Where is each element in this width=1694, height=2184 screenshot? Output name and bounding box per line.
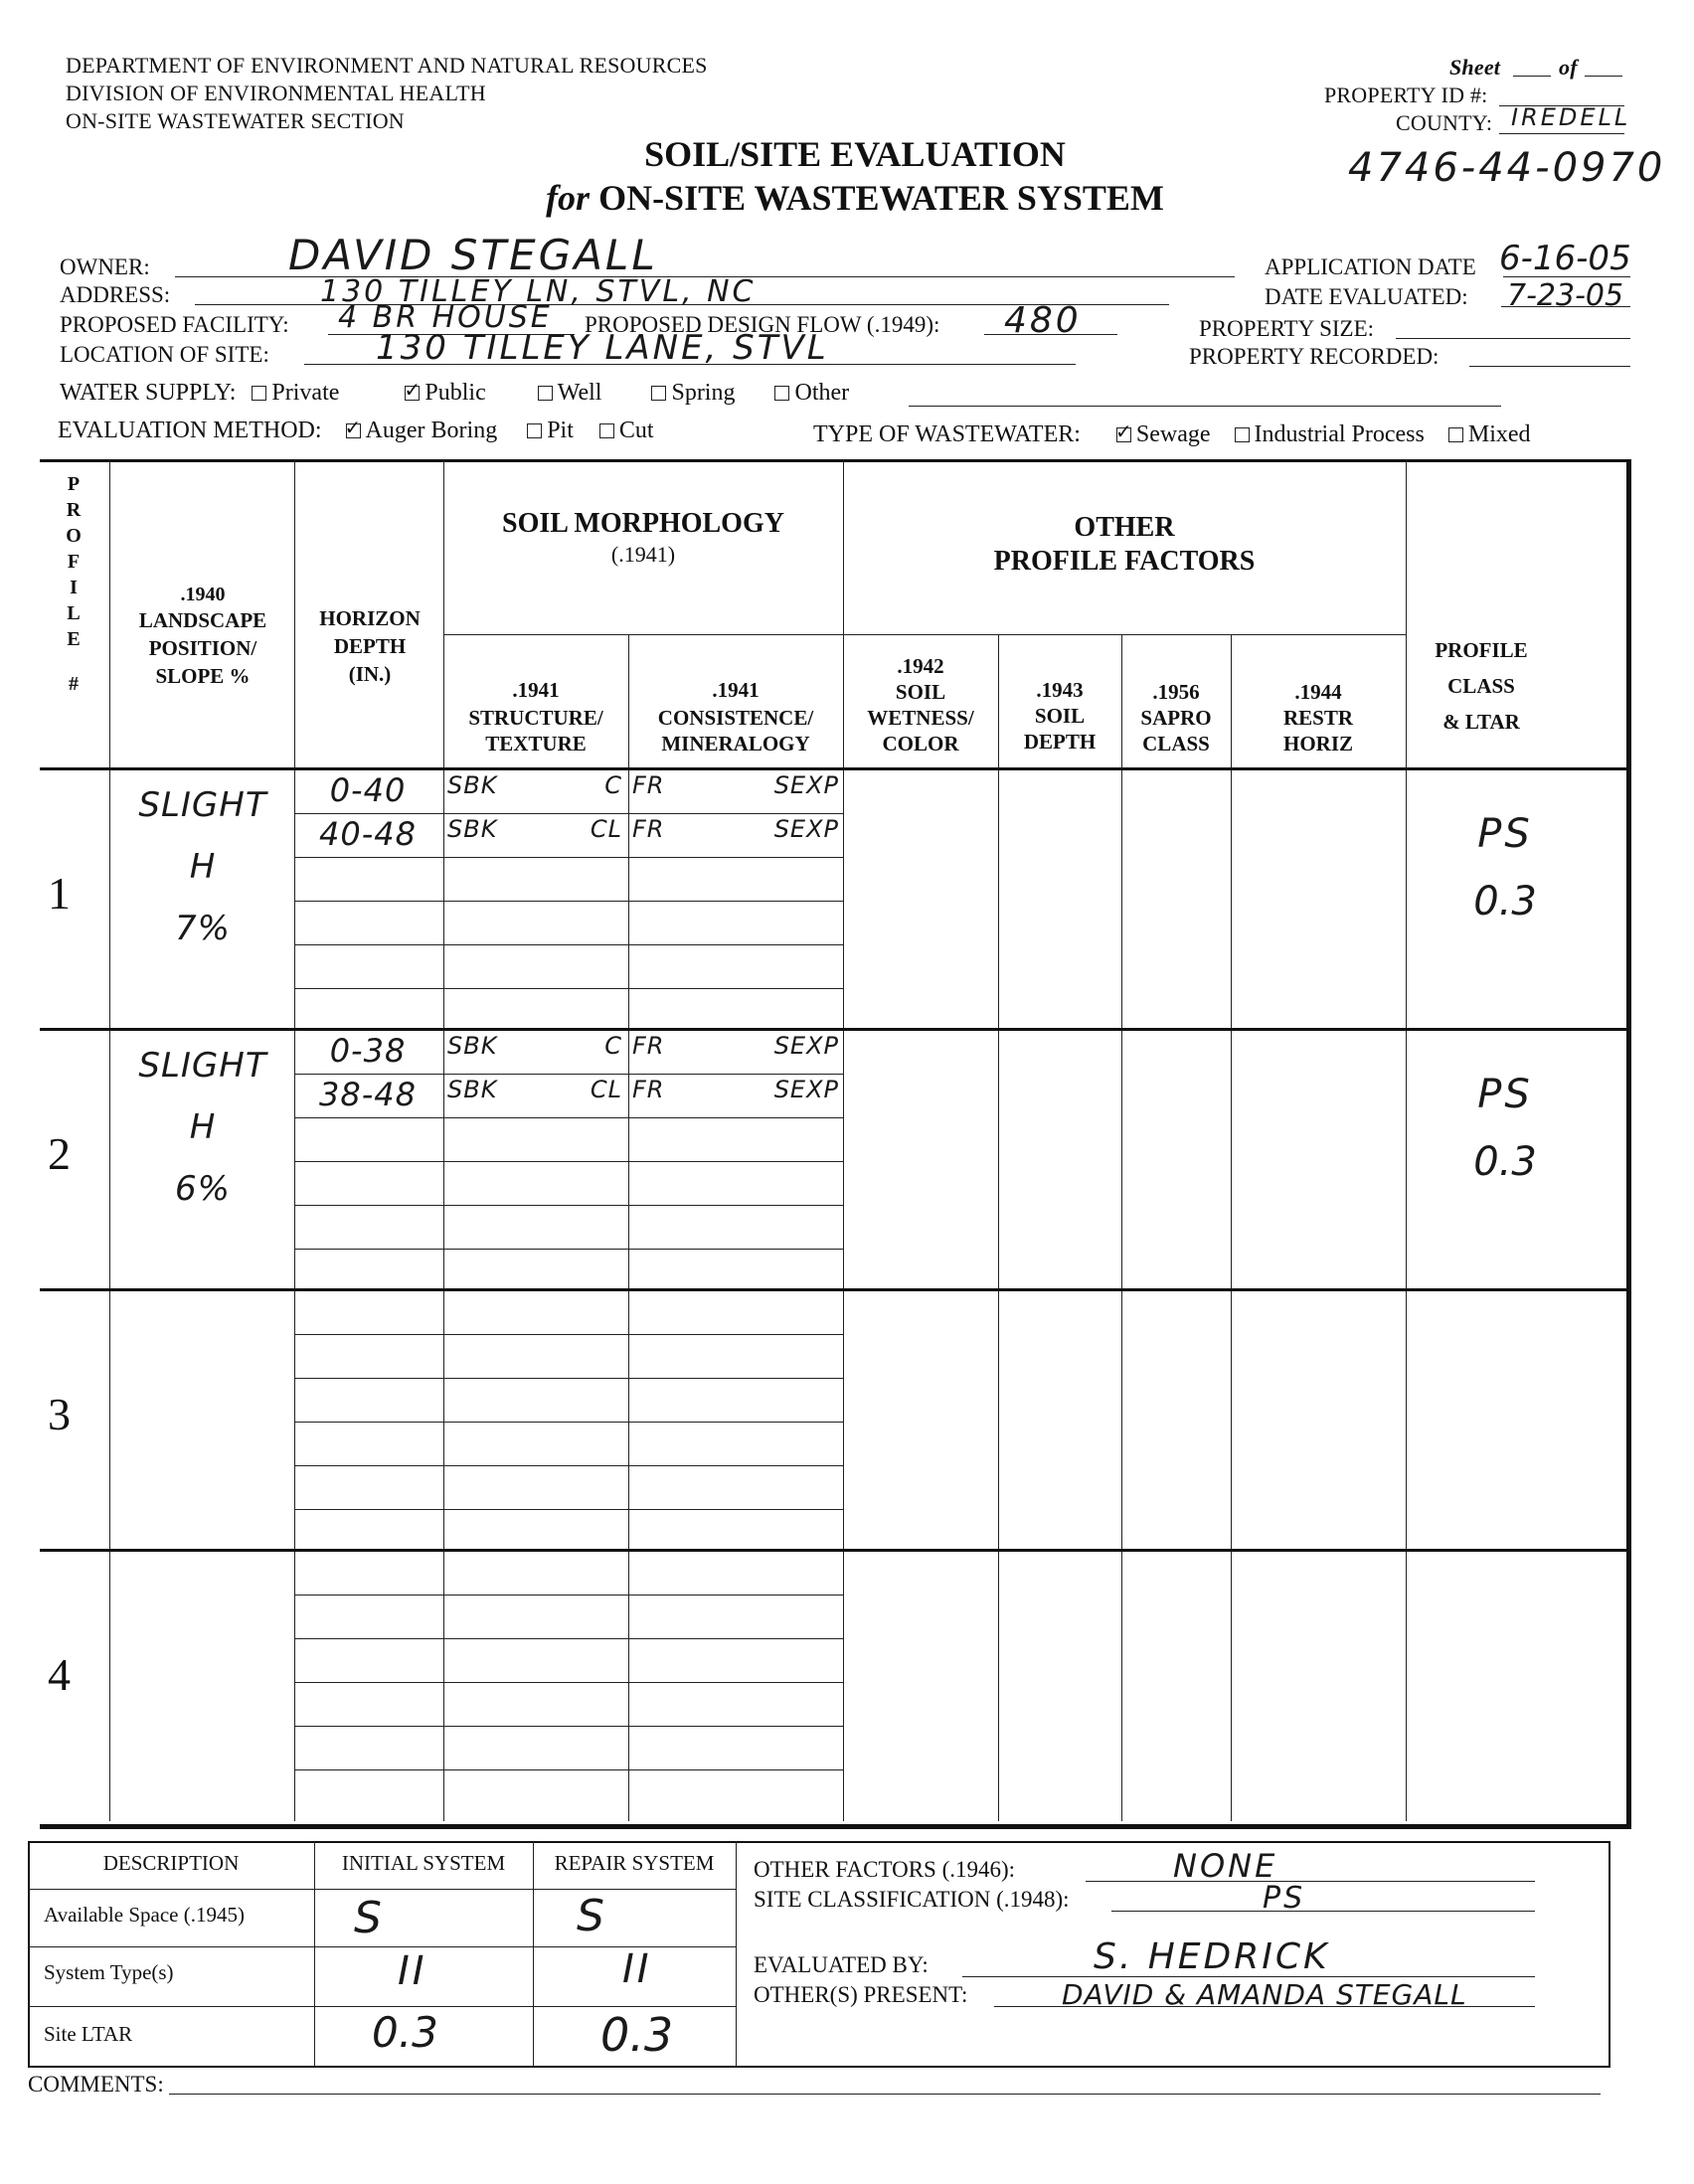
property-size-field[interactable] bbox=[1396, 338, 1630, 339]
checked-checkbox-icon[interactable] bbox=[1116, 427, 1131, 442]
comments-label: COMMENTS: bbox=[28, 2072, 164, 2097]
profile-number: 3 bbox=[48, 1389, 71, 1439]
facility-value: 4 BR HOUSE bbox=[338, 300, 553, 335]
wetness-label-3: COLOR bbox=[882, 732, 959, 756]
application-date-label: APPLICATION DATE bbox=[1265, 254, 1476, 279]
design-flow-value: 480 bbox=[1004, 300, 1082, 341]
texture-value: C bbox=[604, 771, 622, 799]
divider bbox=[294, 1509, 843, 1510]
checkbox-icon[interactable] bbox=[538, 386, 553, 401]
divider bbox=[1231, 634, 1232, 1821]
divider bbox=[294, 857, 843, 858]
landscape-label-2: POSITION/ bbox=[148, 636, 257, 660]
evaluated-by-value: S. HEDRICK bbox=[1094, 1936, 1330, 1977]
other-factors-header-2: PROFILE FACTORS bbox=[993, 546, 1256, 577]
facility-label: PROPOSED FACILITY: bbox=[60, 312, 289, 337]
divider bbox=[443, 634, 1406, 635]
soil-depth-label-1: SOIL bbox=[1034, 704, 1086, 728]
profile-class-label-2: CLASS bbox=[1447, 674, 1515, 698]
mineralogy-value: SEXP bbox=[773, 1032, 839, 1060]
profile-number: 1 bbox=[48, 868, 71, 919]
divider bbox=[294, 988, 843, 989]
divider bbox=[443, 459, 444, 1821]
consistence-value: FR bbox=[632, 1032, 665, 1060]
site-classification-label: SITE CLASSIFICATION (.1948): bbox=[754, 1887, 1070, 1912]
divider bbox=[294, 1465, 843, 1466]
of-label: of bbox=[1559, 55, 1578, 80]
available-initial-value: S bbox=[354, 1893, 385, 1943]
other-factors-label: OTHER FACTORS (.1946): bbox=[754, 1857, 1016, 1882]
application-date-value: 6-16-05 bbox=[1499, 239, 1631, 278]
others-present-value: DAVID & AMANDA STEGALL bbox=[1062, 1978, 1467, 2011]
system-initial-value: II bbox=[398, 1948, 427, 1994]
water-supply-label: WATER SUPPLY: bbox=[60, 380, 237, 406]
soil-depth-label-2: DEPTH bbox=[1023, 730, 1097, 754]
form-title: SOIL/SITE EVALUATION bbox=[644, 134, 1066, 174]
consistence-value: FR bbox=[632, 1076, 665, 1103]
method-cut-option[interactable]: Cut bbox=[599, 418, 654, 443]
divider bbox=[28, 1889, 736, 1890]
method-auger-option[interactable]: ✓ Auger Boring bbox=[346, 418, 498, 443]
ltar-initial-value: 0.3 bbox=[372, 2008, 438, 2057]
evaluated-by-label: EVALUATED BY: bbox=[754, 1952, 929, 1977]
consistence-code: .1941 bbox=[712, 678, 760, 702]
sapro-code: .1956 bbox=[1152, 680, 1200, 704]
landscape-label-3: SLOPE % bbox=[155, 664, 251, 688]
checkbox-icon[interactable] bbox=[252, 386, 266, 401]
divider bbox=[294, 1117, 843, 1118]
consistence-label-2: MINERALOGY bbox=[661, 732, 810, 756]
divider bbox=[294, 1378, 843, 1379]
water-private-option[interactable]: Private bbox=[252, 380, 339, 406]
restr-code: .1944 bbox=[1294, 680, 1342, 704]
property-size-label: PROPERTY SIZE: bbox=[1199, 316, 1375, 341]
water-well-option[interactable]: Well bbox=[538, 380, 602, 406]
divider bbox=[294, 944, 843, 945]
soil-depth-code: .1943 bbox=[1036, 678, 1084, 702]
property-recorded-label: PROPERTY RECORDED: bbox=[1189, 344, 1440, 369]
profile-ltar-value: 0.3 bbox=[1473, 879, 1537, 924]
location-label: LOCATION OF SITE: bbox=[60, 342, 269, 367]
divider bbox=[294, 1726, 843, 1727]
divider bbox=[40, 1288, 1626, 1291]
available-repair-value: S bbox=[577, 1891, 607, 1941]
owner-label: OWNER: bbox=[60, 254, 150, 279]
repair-system-header: REPAIR SYSTEM bbox=[554, 1851, 715, 1875]
form-subtitle bbox=[437, 177, 1272, 219]
divider bbox=[294, 1249, 843, 1250]
wetness-label-1: SOIL bbox=[895, 680, 946, 704]
profile-class-value: PS bbox=[1477, 1072, 1533, 1117]
wastewater-type-row bbox=[813, 421, 1531, 448]
soil-morphology-header: SOIL MORPHOLOGY bbox=[502, 508, 784, 539]
profile-vertical-label: P R O F I L E bbox=[66, 473, 82, 650]
texture-value: CL bbox=[590, 815, 622, 843]
horizon-label-3: (IN.) bbox=[348, 662, 392, 686]
evaluation-method-label: EVALUATION METHOD: bbox=[58, 418, 322, 443]
texture-value: C bbox=[604, 1032, 622, 1060]
horizon-depth-value: 38-48 bbox=[319, 1076, 417, 1113]
water-other-option[interactable]: Other bbox=[774, 380, 849, 406]
horizon-label-1: HORIZON bbox=[319, 606, 421, 630]
consistence-value: FR bbox=[632, 771, 665, 799]
structure-label-2: TEXTURE bbox=[485, 732, 587, 756]
wetness-label-2: WETNESS/ bbox=[867, 706, 974, 730]
county-label: COUNTY: bbox=[1396, 110, 1493, 135]
checkbox-icon[interactable] bbox=[527, 423, 542, 438]
title-line2: ON-SITE WASTEWATER SYSTEM bbox=[598, 178, 1164, 218]
horizon-depth-value: 0-40 bbox=[329, 771, 407, 809]
divider bbox=[294, 1682, 843, 1683]
landscape-value: SLIGHT bbox=[138, 1046, 267, 1086]
consistence-value: FR bbox=[632, 815, 665, 843]
water-public-option[interactable]: ✓ Public bbox=[405, 380, 485, 406]
profile-ltar-value: 0.3 bbox=[1473, 1139, 1537, 1185]
checked-checkbox-icon[interactable] bbox=[346, 423, 361, 438]
structure-code: .1941 bbox=[512, 678, 560, 702]
system-repair-value: II bbox=[622, 1946, 652, 1992]
consistence-label-1: CONSISTENCE/ bbox=[657, 706, 814, 730]
landscape-value: 7% bbox=[175, 909, 231, 948]
landscape-value: H bbox=[189, 1107, 217, 1147]
checkbox-icon[interactable] bbox=[599, 423, 614, 438]
divider bbox=[998, 634, 999, 1821]
structure-label-1: STRUCTURE/ bbox=[468, 706, 603, 730]
water-spring-option[interactable]: Spring bbox=[651, 380, 735, 406]
profile-class-label-1: PROFILE bbox=[1435, 638, 1528, 662]
date-evaluated-value: 7-23-05 bbox=[1507, 278, 1624, 313]
divider bbox=[294, 1334, 843, 1335]
water-other-field[interactable] bbox=[909, 406, 1501, 407]
property-id-label: PROPERTY ID #: bbox=[1324, 83, 1488, 107]
other-factors-field[interactable] bbox=[1086, 1881, 1535, 1882]
other-factors-header: OTHER bbox=[1074, 512, 1175, 543]
location-value: 130 TILLEY LANE, STVL bbox=[376, 328, 829, 368]
other-factors-value: NONE bbox=[1173, 1847, 1278, 1885]
water-supply-row bbox=[60, 380, 849, 407]
divider bbox=[294, 459, 295, 1821]
landscape-value: 6% bbox=[175, 1169, 231, 1209]
profile-number: 2 bbox=[48, 1128, 71, 1179]
others-present-label: OTHER(S) PRESENT: bbox=[754, 1982, 968, 2007]
comments-field[interactable] bbox=[169, 2094, 1601, 2095]
divider bbox=[40, 1028, 1626, 1031]
restr-label-2: HORIZ bbox=[1282, 732, 1353, 756]
initial-system-header: INITIAL SYSTEM bbox=[341, 1851, 506, 1875]
checkbox-icon[interactable] bbox=[1235, 427, 1250, 442]
divider bbox=[294, 1161, 843, 1162]
structure-value: SBK bbox=[447, 771, 498, 799]
profile-class-label-3: & LTAR bbox=[1442, 710, 1520, 734]
wetness-code: .1942 bbox=[897, 654, 944, 678]
property-recorded-field[interactable] bbox=[1469, 366, 1630, 367]
method-pit-option[interactable]: Pit bbox=[527, 418, 574, 443]
divider bbox=[294, 1205, 843, 1206]
county-field[interactable] bbox=[1499, 133, 1624, 134]
sheet-field[interactable] bbox=[1513, 76, 1551, 77]
profile-hash-label: # bbox=[69, 673, 79, 695]
system-type-label: System Type(s) bbox=[44, 1960, 174, 1984]
divider bbox=[294, 1074, 843, 1075]
checkbox-icon[interactable] bbox=[651, 386, 666, 401]
date-evaluated-label: DATE EVALUATED: bbox=[1265, 284, 1468, 309]
site-classification-field[interactable] bbox=[1111, 1911, 1535, 1912]
owner-value: DAVID STEGALL bbox=[288, 231, 658, 279]
divider bbox=[294, 901, 843, 902]
landscape-value: SLIGHT bbox=[138, 785, 267, 825]
county-value: IREDELL bbox=[1511, 103, 1631, 131]
structure-value: SBK bbox=[447, 1032, 498, 1060]
divider bbox=[294, 1769, 843, 1770]
divider bbox=[294, 1638, 843, 1639]
checkbox-icon[interactable] bbox=[774, 386, 789, 401]
available-space-label: Available Space (.1945) bbox=[44, 1903, 245, 1927]
ltar-repair-value: 0.3 bbox=[600, 2008, 674, 2062]
profile-number: 4 bbox=[48, 1649, 71, 1700]
divider bbox=[294, 1595, 843, 1596]
landscape-label-1: LANDSCAPE bbox=[138, 608, 267, 632]
landscape-value: H bbox=[189, 847, 217, 887]
divider bbox=[294, 1422, 843, 1423]
department-line: DEPARTMENT OF ENVIRONMENT AND NATURAL RESOURCES bbox=[66, 53, 708, 78]
horizon-label-2: DEPTH bbox=[333, 634, 407, 658]
restr-label-1: RESTR bbox=[1282, 706, 1354, 730]
site-classification-value: PS bbox=[1263, 1881, 1306, 1916]
description-header: DESCRIPTION bbox=[102, 1851, 240, 1875]
design-flow-label: PROPOSED DESIGN FLOW (.1949): bbox=[585, 312, 940, 337]
texture-value: CL bbox=[590, 1076, 622, 1103]
structure-value: SBK bbox=[447, 1076, 498, 1103]
divider bbox=[1121, 634, 1122, 1821]
divider bbox=[294, 813, 843, 814]
property-id-value: 4746-44-0970 bbox=[1348, 145, 1666, 191]
structure-value: SBK bbox=[447, 815, 498, 843]
sapro-label-1: SAPRO bbox=[1140, 706, 1212, 730]
checked-checkbox-icon[interactable] bbox=[405, 386, 420, 401]
horizon-depth-value: 0-38 bbox=[329, 1032, 407, 1070]
divider bbox=[109, 459, 110, 1821]
ww-mixed-option[interactable]: Mixed bbox=[1448, 421, 1531, 447]
wastewater-label: TYPE OF WASTEWATER: bbox=[813, 421, 1081, 447]
address-label: ADDRESS: bbox=[60, 282, 171, 307]
address-value: 130 TILLEY LN, STVL, NC bbox=[320, 274, 757, 309]
title-for: for bbox=[546, 178, 591, 218]
site-ltar-label: Site LTAR bbox=[44, 2022, 133, 2046]
landscape-code: .1940 bbox=[180, 584, 226, 605]
mineralogy-value: SEXP bbox=[773, 815, 839, 843]
divider bbox=[40, 767, 1626, 770]
horizon-depth-value: 40-48 bbox=[319, 815, 417, 853]
sheet-label: Sheet bbox=[1449, 55, 1501, 80]
checkbox-icon[interactable] bbox=[1448, 427, 1463, 442]
mineralogy-value: SEXP bbox=[773, 771, 839, 799]
profile-class-value: PS bbox=[1477, 811, 1533, 857]
divider bbox=[736, 1841, 737, 2066]
of-field[interactable] bbox=[1585, 76, 1622, 77]
mineralogy-value: SEXP bbox=[773, 1076, 839, 1103]
section-line: ON-SITE WASTEWATER SECTION bbox=[66, 108, 405, 133]
evaluation-method-row bbox=[58, 418, 654, 444]
division-line: DIVISION OF ENVIRONMENTAL HEALTH bbox=[66, 81, 486, 105]
divider bbox=[40, 1549, 1626, 1552]
ww-industrial-option[interactable]: Industrial Process bbox=[1235, 421, 1425, 447]
soil-morphology-code: (.1941) bbox=[610, 542, 676, 567]
ww-sewage-option[interactable]: ✓ Sewage bbox=[1116, 421, 1211, 447]
sapro-label-2: CLASS bbox=[1142, 732, 1210, 756]
divider bbox=[28, 2006, 736, 2007]
